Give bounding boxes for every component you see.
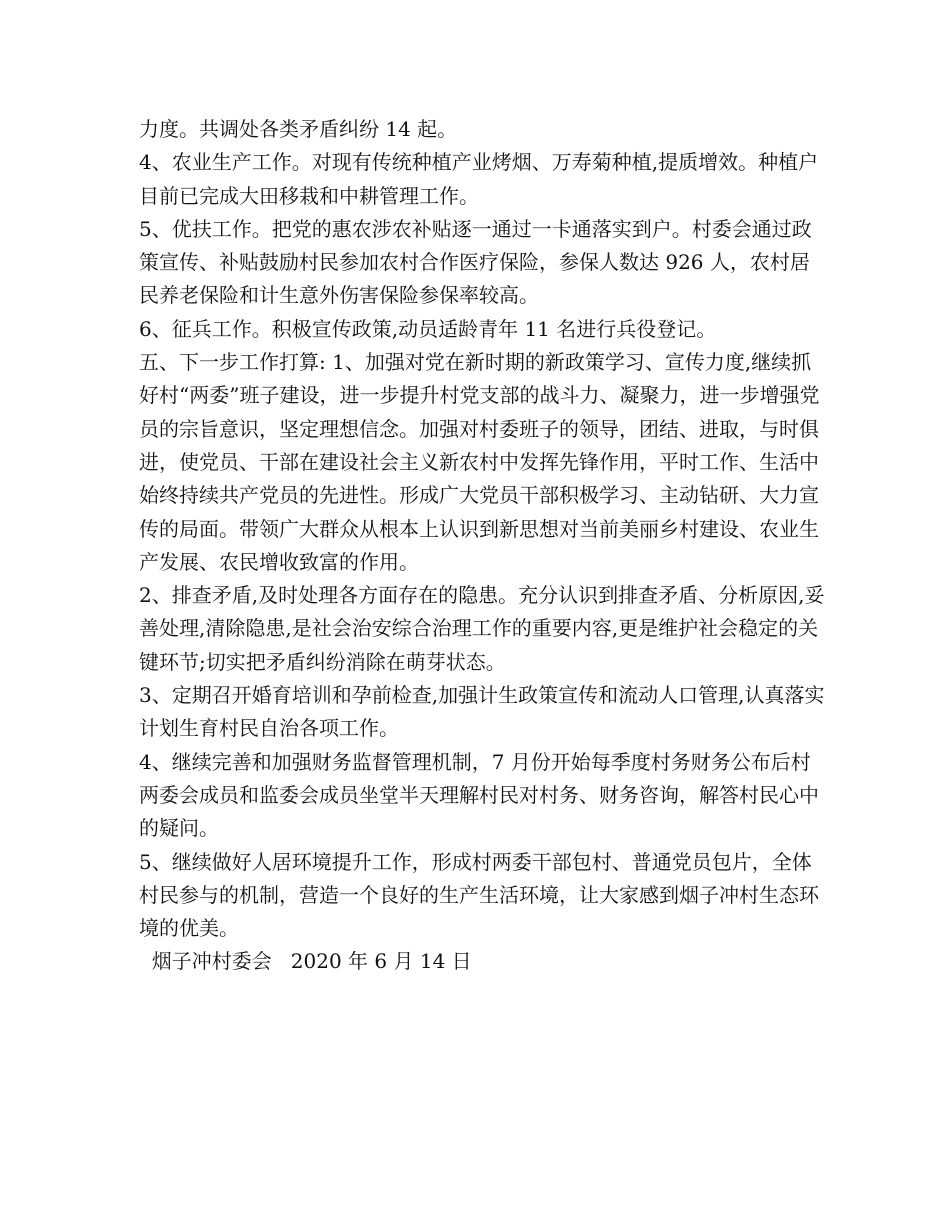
paragraph-financial-supervision: 4、继续完善和加强财务监督管理机制，7 月份开始每季度村务财务公布后村两委会成员和监委会成员坐堂半天理解村民对村务、财务咨询，解答村民心中的疑问。: [139, 749, 819, 841]
paragraph-conscription: 6、征兵工作。积极宣传政策,动员适龄青年 11 名进行兵役登记。: [139, 316, 717, 341]
paragraph-agriculture: 4、农业生产工作。对现有传统种植产业烤烟、万寿菊种植,提质增效。种植户目前已完成大田移栽和中耕管理工作。: [139, 150, 819, 208]
paragraph-support-work: 5、优扶工作。把党的惠农涉农补贴逐一通过一卡通落实到户。村委会通过政策宣传、补贴鼓励村民参加农村合作医疗保险，参保人数达 926 人，农村居民养老保险和计生意外伤害保险参保率较高。: [139, 216, 812, 308]
paragraph-conflict-screening: 2、排查矛盾,及时处理各方面存在的隐患。充分认识到排查矛盾、分析原因,妥善处理,清除隐患,是社会治安综合治理工作的重要内容,更是维护社会稳定的关键环节;切实把矛盾纠纷消除在萌芽状态。: [139, 583, 825, 674]
signature-line: 烟子冲村委会 2020 年 6 月 14 日: [139, 949, 472, 974]
paragraph-dispute-mediation: 力度。共调处各类矛盾纠纷 14 起。: [139, 117, 458, 141]
paragraph-family-planning: 3、定期召开婚育培训和孕前检查,加强计生政策宣传和流动人口管理,认真落实计划生育村民自治各项工作。: [139, 683, 825, 741]
paragraph-living-environment: 5、继续做好人居环境提升工作，形成村两委干部包村、普通党员包片，全体村民参与的机制，营造一个良好的生产生活环境，让大家感到烟子冲村生态环境的优美。: [139, 849, 819, 941]
document-body: [139, 113, 829, 979]
paragraph-next-step-plan: 五、下一步工作打算: 1、加强对党在新时期的新政策学习、宣传力度,继续抓好村“两委”班子建设，进一步提升村党支部的战斗力、凝聚力，进一步增强党员的宗旨意识，坚定理想信念。加强对村委班子的领导，团结、进取，与时俱进，使党员、干部在建设社会主义新农村中发挥先锋作用，平时工作、生活中始终持续共产党员的先进性。形成广大党员干部积极学习、主动钻研、大力宣传的局面。带领广大群众从根本上认识到新思想对当前美丽乡村建设、农业生产发展、农民增收致富的作用。: [139, 350, 820, 574]
